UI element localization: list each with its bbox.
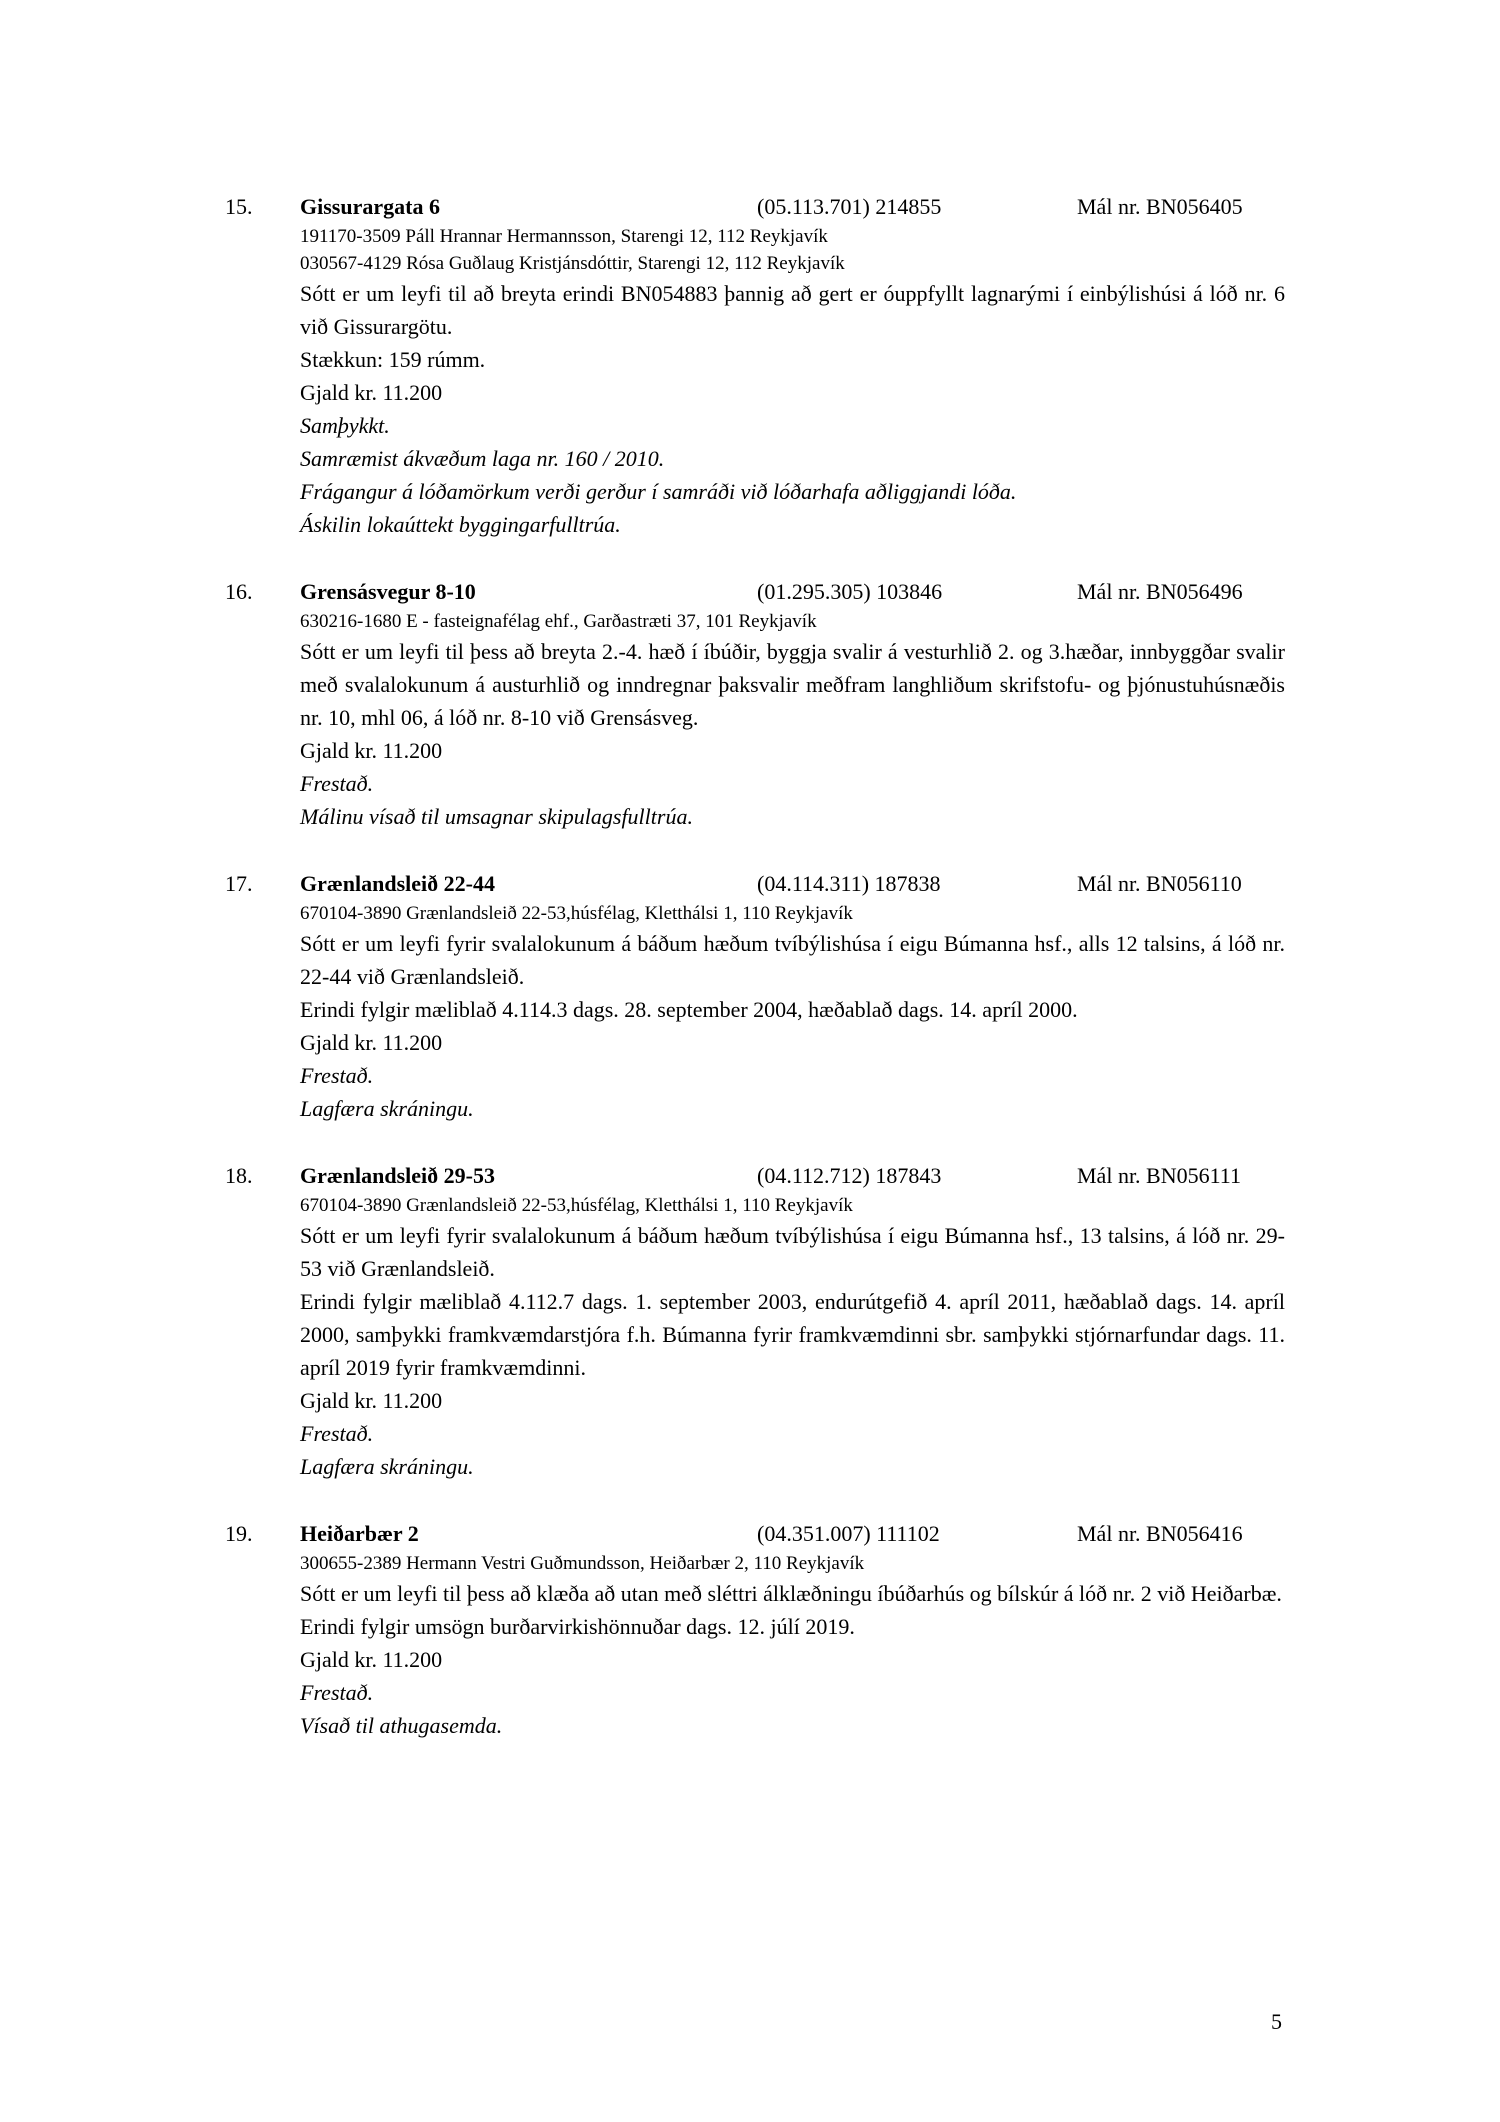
decision-line: Frestað. — [300, 771, 374, 796]
decision-line: Frestað. — [300, 1421, 374, 1446]
item-case-number: Mál nr. BN056416 — [1077, 1521, 1243, 1546]
item-title: Heiðarbær 2 — [300, 1521, 419, 1546]
item-header — [225, 190, 1285, 223]
party-line: 191170-3509 Páll Hrannar Hermannsson, Starengi 12, 112 Reykjavík — [300, 226, 828, 247]
item-body — [300, 608, 1285, 833]
item-title: Gissurargata 6 — [300, 194, 440, 219]
item-body — [300, 900, 1285, 1125]
party-line: 670104-3890 Grænlandsleið 22-53,húsfélag, Kletthálsi 1, 110 Reykjavík — [300, 1195, 853, 1216]
item-number: 19. — [225, 1521, 253, 1546]
body-paragraph: Gjald kr. 11.200 — [300, 738, 443, 763]
decision-line: Samþykkt. — [300, 413, 390, 438]
body-paragraph: Erindi fylgir mæliblað 4.112.7 dags. 1. september 2003, endurútgefið 4. apríl 2011, hæðablað dags. 14. apríl 2000, samþykki framkvæmdarstjóra f.h. Búmanna fyrir framkvæmdinni sbr. samþykki stjórnarfundar dags. 11. apríl 2019 fyrir framkvæmdinni. — [300, 1289, 1285, 1380]
body-paragraph: Gjald kr. 11.200 — [300, 1647, 443, 1672]
body-paragraph: Sótt er um leyfi fyrir svalalokunum á báðum hæðum tvíbýlishúsa í eigu Búmanna hsf., 13 talsins, á lóð nr. 29-53 við Grænlandsleið. — [300, 1223, 1285, 1281]
item-header — [225, 867, 1285, 900]
agenda-item — [225, 867, 1285, 1125]
body-paragraph: Sótt er um leyfi til þess að klæða að utan með sléttri álklæðningu íbúðarhús og bílskúr á lóð nr. 2 við Heiðarbæ. — [300, 1581, 1282, 1606]
item-case-number: Mál nr. BN056405 — [1077, 194, 1243, 219]
item-body — [300, 223, 1285, 541]
decision-line: Lagfæra skráningu. — [300, 1454, 474, 1479]
decision-line: Vísað til athugasemda. — [300, 1713, 503, 1738]
body-paragraph: Sótt er um leyfi fyrir svalalokunum á báðum hæðum tvíbýlishúsa í eigu Búmanna hsf., alls 12 talsins, á lóð nr. 22-44 við Grænlandsleið. — [300, 931, 1285, 989]
item-reference-number: (04.351.007) 111102 — [757, 1521, 940, 1546]
party-line: 670104-3890 Grænlandsleið 22-53,húsfélag, Kletthálsi 1, 110 Reykjavík — [300, 903, 853, 924]
agenda-item — [225, 190, 1285, 541]
decision-line: Frestað. — [300, 1063, 374, 1088]
agenda-item — [225, 1159, 1285, 1483]
body-paragraph: Sótt er um leyfi til að breyta erindi BN054883 þannig að gert er óuppfyllt lagnarými í einbýlishúsi á lóð nr. 6 við Gissurargötu. — [300, 281, 1285, 339]
body-paragraph: Stækkun: 159 rúmm. — [300, 347, 486, 372]
item-title: Grænlandsleið 29-53 — [300, 1163, 495, 1188]
item-case-number: Mál nr. BN056111 — [1077, 1163, 1241, 1188]
decision-line: Lagfæra skráningu. — [300, 1096, 474, 1121]
item-reference-number: (04.114.311) 187838 — [757, 871, 941, 896]
item-body — [300, 1550, 1285, 1742]
body-paragraph: Gjald kr. 11.200 — [300, 1388, 443, 1413]
item-reference-number: (01.295.305) 103846 — [757, 579, 943, 604]
decision-line: Málinu vísað til umsagnar skipulagsfulltrúa. — [300, 804, 693, 829]
decision-line: Frestað. — [300, 1680, 374, 1705]
body-paragraph: Sótt er um leyfi til þess að breyta 2.-4. hæð í íbúðir, byggja svalir á vesturhlið 2. og 3.hæðar, innbyggðar svalir með svalalokunum á austurhlið og inndregnar þaksvalir meðfram langhliðum skrifstofu- og þjónustuhúsnæðis nr. 10, mhl 06, á lóð nr. 8-10 við Grensásveg. — [300, 639, 1285, 730]
body-paragraph: Gjald kr. 11.200 — [300, 1030, 443, 1055]
body-paragraph: Erindi fylgir mæliblað 4.114.3 dags. 28. september 2004, hæðablað dags. 14. apríl 2000. — [300, 997, 1078, 1022]
item-header — [225, 1159, 1285, 1192]
item-number: 18. — [225, 1163, 253, 1188]
party-line: 630216-1680 E - fasteignafélag ehf., Garðastræti 37, 101 Reykjavík — [300, 611, 817, 632]
decision-line: Frágangur á lóðamörkum verði gerður í samráði við lóðarhafa aðliggjandi lóða. — [300, 479, 1017, 504]
party-line: 030567-4129 Rósa Guðlaug Kristjánsdóttir, Starengi 12, 112 Reykjavík — [300, 253, 845, 274]
agenda-item — [225, 1517, 1285, 1742]
item-number: 16. — [225, 579, 253, 604]
decision-line: Samræmist ákvæðum laga nr. 160 / 2010. — [300, 446, 665, 471]
body-paragraph: Erindi fylgir umsögn burðarvirkishönnuðar dags. 12. júlí 2019. — [300, 1614, 855, 1639]
item-header — [225, 575, 1285, 608]
item-title: Grænlandsleið 22-44 — [300, 871, 495, 896]
item-number: 15. — [225, 194, 253, 219]
agenda-item — [225, 575, 1285, 833]
items-container — [225, 190, 1285, 1776]
item-case-number: Mál nr. BN056496 — [1077, 579, 1243, 604]
item-reference-number: (05.113.701) 214855 — [757, 194, 942, 219]
item-title: Grensásvegur 8-10 — [300, 579, 476, 604]
page-number: 5 — [1271, 2009, 1282, 2034]
decision-line: Áskilin lokaúttekt byggingarfulltrúa. — [300, 512, 621, 537]
item-reference-number: (04.112.712) 187843 — [757, 1163, 942, 1188]
item-number: 17. — [225, 871, 253, 896]
item-header — [225, 1517, 1285, 1550]
party-line: 300655-2389 Hermann Vestri Guðmundsson, Heiðarbær 2, 110 Reykjavík — [300, 1553, 865, 1574]
body-paragraph: Gjald kr. 11.200 — [300, 380, 443, 405]
item-case-number: Mál nr. BN056110 — [1077, 871, 1242, 896]
item-body — [300, 1192, 1285, 1483]
